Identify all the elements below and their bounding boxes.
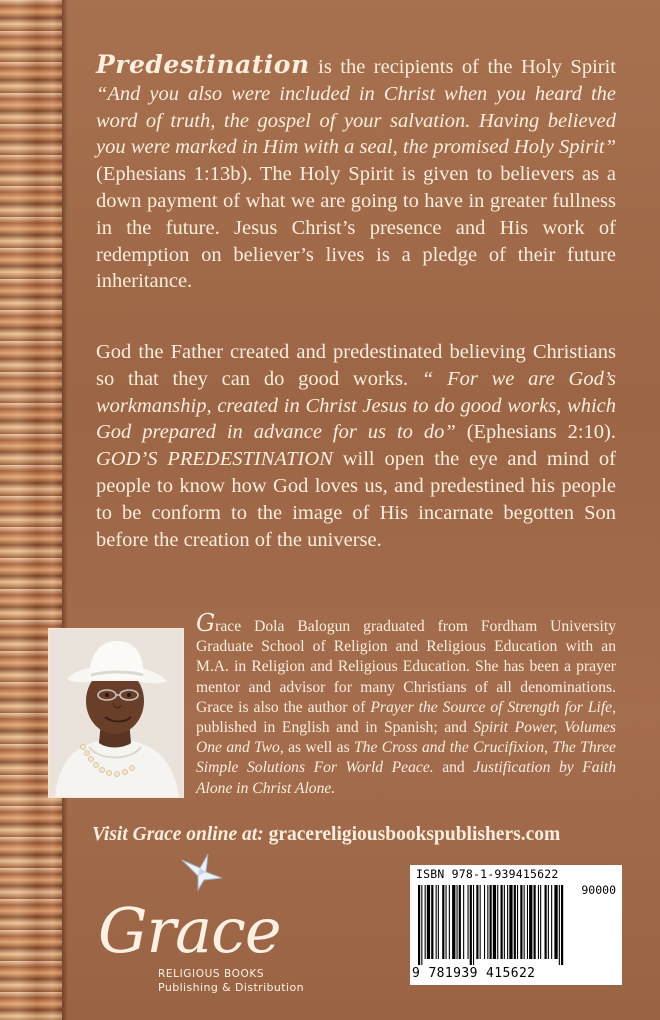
bio-text-3: , as well as — [279, 739, 354, 757]
barcode-bar — [480, 885, 481, 959]
barcode-bar — [561, 885, 563, 965]
barcode-bar — [418, 885, 420, 965]
barcode-bar — [457, 885, 458, 959]
barcode-bar — [431, 885, 433, 959]
barcode-bar — [421, 885, 422, 965]
barcode-bar — [514, 885, 516, 959]
price-code: 90000 — [581, 883, 616, 897]
lead-word: Predestination — [96, 50, 310, 79]
bio-book-5: Justification by Faith Alone in Christ Alone. — [196, 759, 617, 797]
barcode-bar — [442, 885, 444, 959]
barcode-bar — [509, 885, 512, 959]
barcode-bar — [487, 885, 488, 959]
barcode-bar — [534, 885, 536, 959]
intro-paragraph — [96, 52, 616, 295]
barcode-bar — [520, 885, 522, 959]
second-text-3: will open the eye and mind of people to know how God loves us, and predestined his people to be conform to the image of His incarnate begotten Son before the creation of the universe. — [96, 448, 616, 551]
barcode-bar — [507, 885, 508, 959]
barcode-bar — [545, 885, 547, 959]
dove-icon — [178, 850, 226, 892]
publisher-logo — [96, 850, 356, 1000]
barcode-bar — [473, 885, 474, 965]
barcode-bar — [493, 885, 496, 959]
isbn-text: ISBN 978-1-939415622 — [416, 867, 559, 881]
barcode-bar — [490, 885, 492, 959]
barcode-bar — [524, 885, 525, 959]
intro-text-1: is the recipients of the Holy Spirit — [309, 56, 616, 78]
barcode-bars — [416, 885, 566, 965]
author-bio — [196, 609, 617, 799]
barcode-bar — [438, 885, 439, 959]
barcode-bar — [554, 885, 557, 959]
barcode-bar — [484, 885, 485, 959]
bio-book-2: Spirit Power, Volumes One and Two — [196, 719, 616, 757]
barcode-bar — [548, 885, 549, 959]
barcode-bar — [459, 885, 461, 959]
logo-tagline-1: RELIGIOUS BOOKS — [158, 968, 265, 980]
barcode-bar — [468, 885, 469, 959]
ean-digits: 9 781939 415622 — [412, 966, 536, 981]
bio-book-3: The Cross and the Crucifixion — [354, 739, 545, 757]
barcode-bar — [504, 885, 505, 959]
barcode-bar — [470, 885, 472, 965]
barcode-bar — [427, 885, 430, 959]
barcode-bar — [501, 885, 503, 959]
bio-text-4: , — [544, 739, 553, 757]
barcode-bar — [463, 885, 464, 959]
barcode-bar — [527, 885, 528, 959]
bio-text-2: , published in English and in Spanish; and — [196, 698, 616, 737]
barcode-bar — [559, 885, 560, 965]
logo-tagline-2: Publishing & Distribution — [158, 981, 304, 994]
author-portrait-illustration — [49, 629, 183, 797]
intro-quote: “And you also were included in Christ when you heard the word of truth, the gospel of your salvation. Having believed you were marked in Him with a seal, the promised Holy Spirit” — [96, 82, 616, 159]
barcode-bar — [538, 885, 539, 959]
bio-text-5: and — [433, 759, 474, 777]
barcode-bar — [436, 885, 437, 959]
website-label: Visit Grace online at: — [92, 824, 264, 845]
second-text-1: God the Father created and predestinated believing Christians so that they can do good works. — [96, 341, 616, 390]
barcode-bar — [449, 885, 450, 959]
logo-wordmark: Grace — [98, 894, 281, 967]
copper-spine-decoration — [0, 0, 62, 1020]
barcode-bar — [446, 885, 447, 959]
barcode-bar — [529, 885, 532, 959]
barcode-bar — [551, 885, 552, 959]
website-line — [92, 824, 632, 846]
barcode-bar — [497, 885, 498, 959]
intro-text-2: (Ephesians 1:13b). The Holy Spirit is given to believers as a down payment of what we are going to have in greater fullness in the future. Jesus Christ’s presence and His work of redemption on believer’s lives is a pledge of their future inheritance. — [96, 163, 616, 293]
barcode — [410, 865, 622, 985]
barcode-bar — [517, 885, 518, 959]
bio-book-1: Prayer the Source of Strength for Life — [370, 698, 613, 716]
barcode-bar — [476, 885, 478, 959]
bio-drop-cap: G — [196, 609, 216, 637]
second-paragraph — [96, 339, 616, 553]
author-photo — [48, 628, 184, 798]
barcode-bar — [452, 885, 455, 959]
second-text-2: (Ephesians 2:10). — [455, 421, 616, 444]
second-quote: “ For we are God’s workmanship, created in Christ Jesus to do good works, which God prepared in advance for us to do” — [96, 367, 616, 444]
website-link[interactable]: gracereligiousbookspublishers.com — [268, 824, 561, 845]
barcode-bar — [425, 885, 426, 959]
bio-book-4: The Three Simple Solutions For World Peace. — [196, 739, 616, 777]
bio-text-1: race Dola Balogun graduated from Fordham University Graduate School of Religion and Religious Education with an M.A. in Religion and Religious Education. She has been a prayer mentor and advisor for many Christians of all denominations. Grace is also the author of — [196, 618, 616, 716]
book-title: GOD’S PREDESTINATION — [96, 448, 333, 471]
barcode-bar — [540, 885, 541, 959]
spine-shadow — [62, 0, 68, 1020]
